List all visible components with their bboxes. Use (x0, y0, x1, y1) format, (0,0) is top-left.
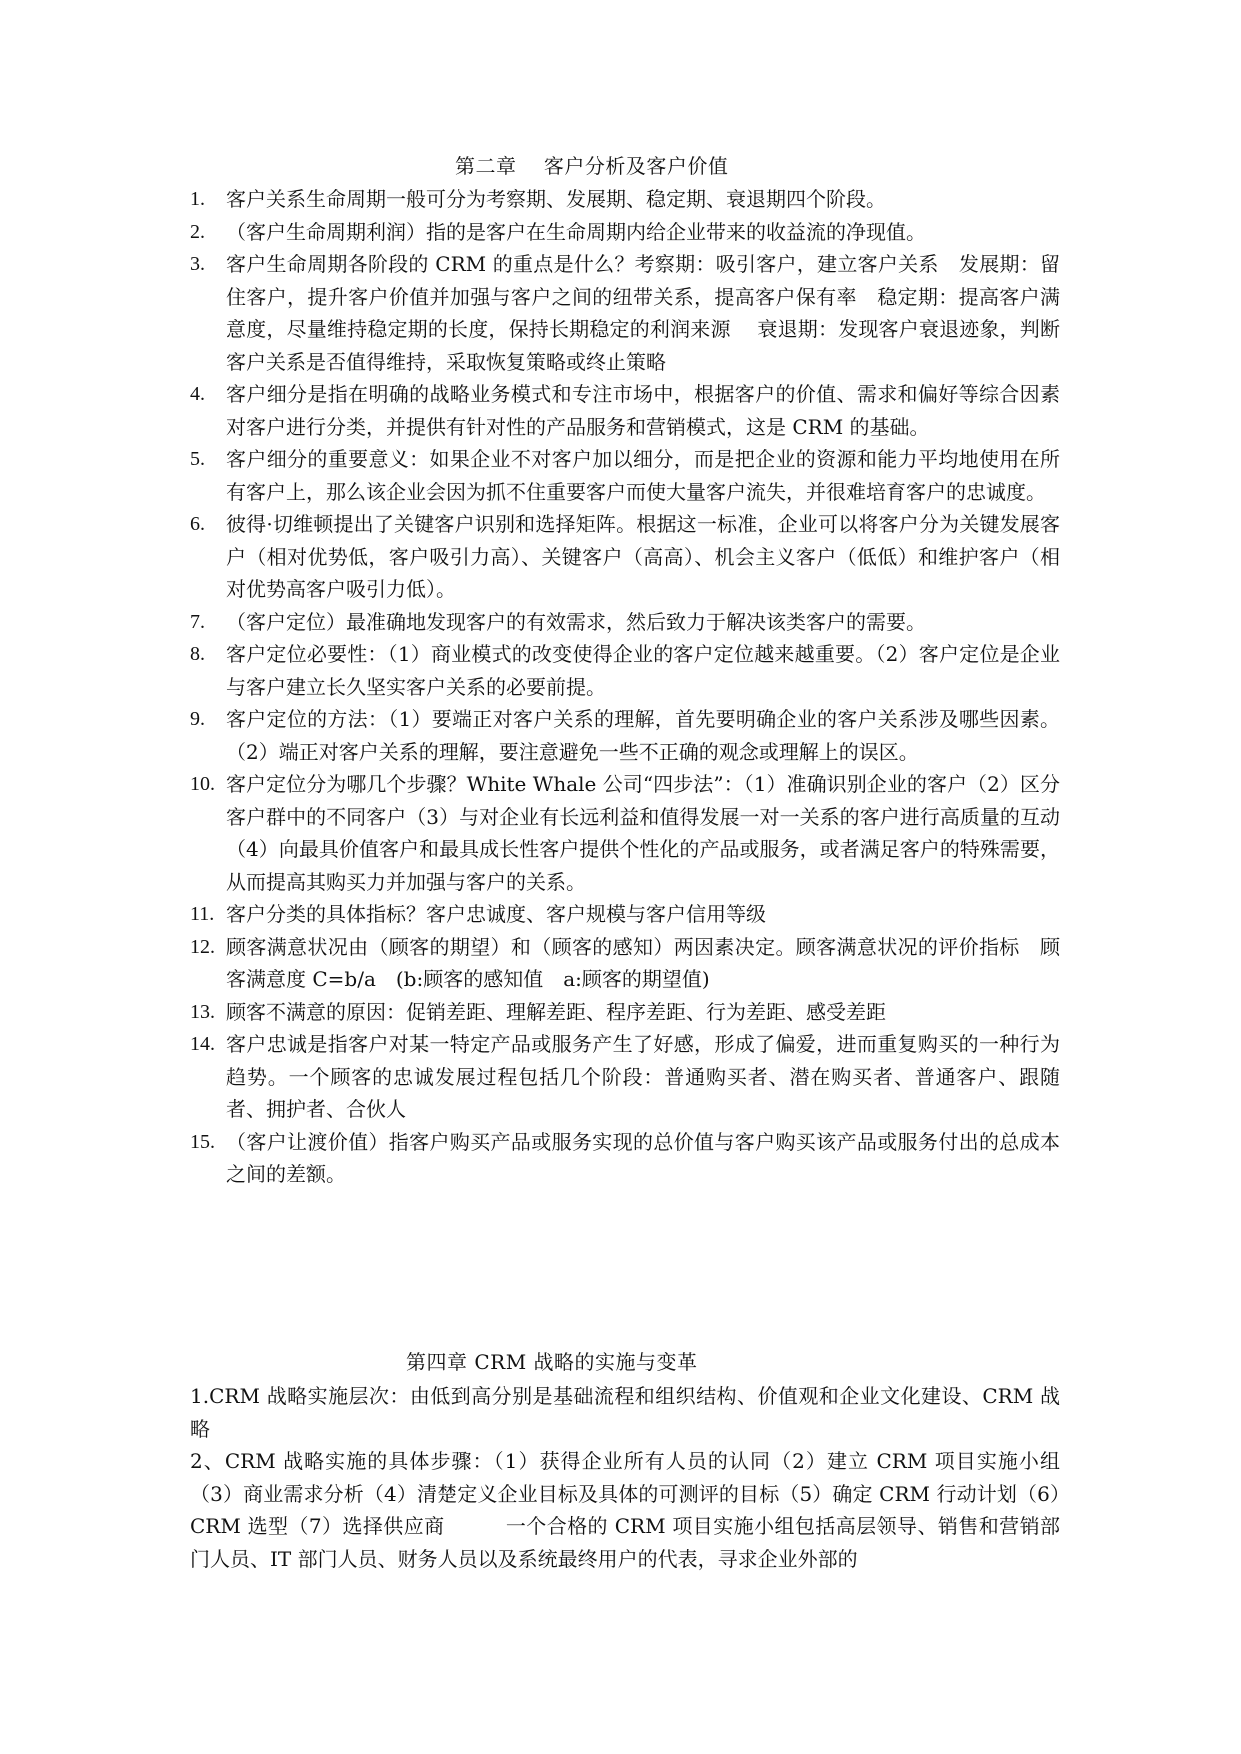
list-item (190, 1028, 1060, 1126)
item-number: 12. (190, 935, 215, 958)
item-number: 13. (190, 1000, 215, 1023)
item-number: 7. (190, 610, 205, 633)
chapter-2-title: 第二章 客户分析及客户价值 (455, 154, 729, 178)
list-item (190, 183, 1060, 216)
chapter-2-list (190, 183, 1060, 1191)
item-number: 4. (190, 383, 205, 405)
item-number: 10. (190, 773, 215, 795)
item-number: 3. (190, 253, 205, 275)
item-text: 客户分类的具体指标？客户忠诚度、客户规模与客户信用等级 (226, 902, 766, 926)
item-number: 6. (190, 513, 205, 535)
item-text: 客户生命周期各阶段的 CRM 的重点是什么？考察期：吸引客户，建立客户关系 发展期：留住客户，提升客户价值并加强与客户之间的纽带关系，提高客户保有率 稳定期：提高客户满意度，尽量维持稳定期的长度，保持长期稳定的利润来源 衰退期：发现客户衰退迹象，判断客户关系是否值得维持，采取恢复策略或终止策略 (226, 252, 1060, 374)
list-item (190, 768, 1060, 898)
item-text: 客户定位分为哪几个步骤？White Whale 公司“四步法”：（1）准确识别企业的客户（2）区分客户群中的不同客户（3）与对企业有长远利益和值得发展一对一关系的客户进行高质量的互动（4）向最具价值客户和最具成长性客户提供个性化的产品或服务，或者满足客户的特殊需要，从而提高其购买力并加强与客户的关系。 (226, 772, 1060, 894)
item-number: 11. (190, 903, 215, 925)
list-item (190, 443, 1060, 508)
item-number: 2. (190, 220, 205, 243)
item-number: 1. (190, 188, 205, 210)
list-item (190, 898, 1060, 931)
item-text: 顾客满意状况由（顾客的期望）和（顾客的感知）两因素决定。顾客满意状况的评价指标 顾客满意度 C=b/a (b:顾客的感知值 a:顾客的期望值) (226, 934, 1060, 991)
item-number: 14. (190, 1033, 215, 1055)
list-item (190, 1126, 1060, 1191)
item-number: 15. (190, 1130, 215, 1153)
list-item (190, 606, 1060, 639)
list-item (190, 703, 1060, 768)
list-item (190, 248, 1060, 378)
chapter-4-paragraph-1 (190, 1380, 1060, 1445)
item-text: 顾客不满意的原因：促销差距、理解差距、程序差距、行为差距、感受差距 (226, 999, 886, 1024)
chapter-4-paragraph-2 (190, 1445, 1080, 1575)
paragraph-text: 2、CRM 战略实施的具体步骤：（1）获得企业所有人员的认同（2）建立 CRM 项目实施小组 （3）商业需求分析（4）清楚定义企业目标及具体的可测评的目标（5）确定 CRM 行动计划（6）CRM 选型（7）选择供应商 一个合格的 CRM 项目实施小组包括高层领导、销售和营销部门人员、IT 部门人员、财务人员以及系统最终用户的代表，寻求企业外部的 (190, 1449, 1080, 1571)
list-item (190, 996, 1060, 1029)
list-item (190, 216, 1060, 249)
item-number: 8. (190, 643, 205, 665)
item-text: 客户定位的方法：（1）要端正对客户关系的理解，首先要明确企业的客户关系涉及哪些因素。（2）端正对客户关系的理解，要注意避免一些不正确的观念或理解上的误区。 (226, 707, 1060, 764)
item-text: 客户细分的重要意义：如果企业不对客户加以细分，而是把企业的资源和能力平均地使用在所有客户上，那么该企业会因为抓不住重要客户而使大量客户流失，并很难培育客户的忠诚度。 (226, 447, 1060, 504)
item-text: （客户生命周期利润）指的是客户在生命周期内给企业带来的收益流的净现值。 (226, 219, 926, 244)
item-text: 彼得·切维顿提出了关键客户识别和选择矩阵。根据这一标准，企业可以将客户分为关键发展客户（相对优势低，客户吸引力高）、关键客户（高高）、机会主义客户（低低）和维护客户（相对优势高客户吸引力低）。 (226, 512, 1060, 601)
item-number: 9. (190, 708, 205, 730)
list-item (190, 638, 1060, 703)
item-text: （客户定位）最准确地发现客户的有效需求，然后致力于解决该类客户的需要。 (226, 609, 926, 634)
list-item (190, 508, 1060, 606)
item-text: 客户忠诚是指客户对某一特定产品或服务产生了好感，形成了偏爱，进而重复购买的一种行为趋势。一个顾客的忠诚发展过程包括几个阶段：普通购买者、潜在购买者、普通客户、跟随者、拥护者、合伙人 (226, 1032, 1060, 1121)
chapter-4-title: 第四章 CRM 战略的实施与变革 (406, 1350, 698, 1374)
item-text: 客户关系生命周期一般可分为考察期、发展期、稳定期、衰退期四个阶段。 (226, 187, 886, 211)
list-item (190, 931, 1060, 996)
list-item (190, 378, 1060, 443)
item-text: （客户让渡价值）指客户购买产品或服务实现的总价值与客户购买该产品或服务付出的总成本之间的差额。 (226, 1129, 1060, 1186)
item-text: 客户定位必要性：（1）商业模式的改变使得企业的客户定位越来越重要。（2）客户定位是企业与客户建立长久坚实客户关系的必要前提。 (226, 642, 1060, 699)
item-text: 客户细分是指在明确的战略业务模式和专注市场中，根据客户的价值、需求和偏好等综合因素对客户进行分类，并提供有针对性的产品服务和营销模式，这是 CRM 的基础。 (226, 382, 1060, 439)
item-number: 5. (190, 448, 205, 470)
paragraph-text: 1.CRM 战略实施层次：由低到高分别是基础流程和组织结构、价值观和企业文化建设、CRM 战略 (190, 1384, 1060, 1441)
